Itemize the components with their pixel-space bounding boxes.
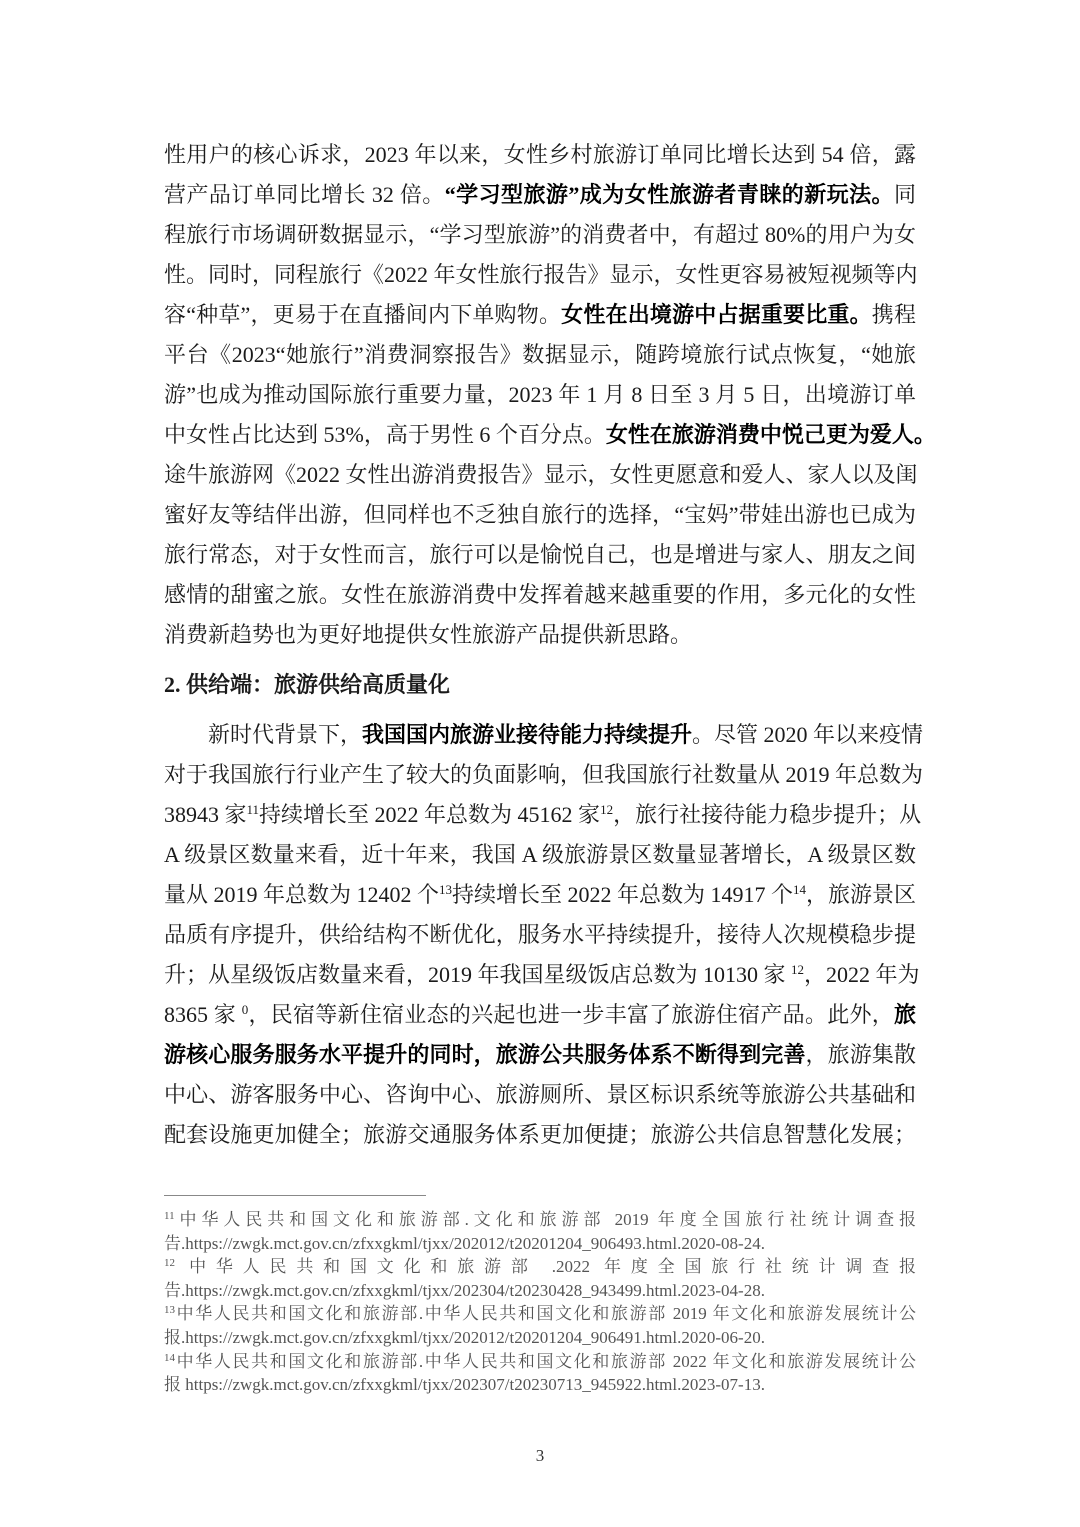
text-line (164, 915, 916, 955)
footnote-separator (164, 1195, 426, 1196)
text-run: 中华人民共和国文化和旅游部.中华人民共和国文化和旅游部 2019 年文化和旅游发展统计公 (175, 1304, 916, 1324)
footnote-line (164, 1279, 916, 1303)
footnote-reference: 13 (439, 882, 453, 897)
text-run: 蜜好友等结伴出游，但同样也不乏独自旅行的选择，“宝妈”带娃出游也已成为 (164, 502, 916, 527)
text-run: 8365 家 (164, 1002, 242, 1027)
text-line (164, 835, 916, 875)
text-run: 对于我国旅行行业产生了较大的负面影响，但我国旅行社数量从 2019 年总数为 (164, 762, 924, 787)
text-run: 消费新趋势也为更好地提供女性旅游产品提供新思路。 (164, 622, 693, 647)
text-line (164, 495, 916, 535)
text-run: 38943 家 (164, 802, 247, 827)
text-run: 容“种草”，更易于在直播间内下单购物。 (164, 302, 562, 327)
text-run: 报 https://zwgk.mct.gov.cn/zfxxgkml/tjxx/202307/t20230713_945922.html.2023-07-13. (164, 1375, 765, 1395)
text-line (164, 615, 916, 655)
text-line (164, 795, 922, 835)
text-line (164, 1075, 916, 1115)
text-run: 性用户的核心诉求，2023 年以来，女性乡村旅游订单同比增长达到 54 倍，露 (164, 142, 916, 167)
text-run: 性。同时，同程旅行《2022 年女性旅行报告》显示，女性更容易被短视频等内 (164, 262, 918, 287)
text-run: A 级景区数量来看，近十年来，我国 A 级旅游景区数量显著增长，A 级景区数 (164, 842, 916, 867)
text-run: 持续增长至 2022 年总数为 45162 家 (259, 802, 601, 827)
text-run: 游”也成为推动国际旅行重要力量，2023 年 1 月 8 日至 3 月 5 日，出境游订单 (164, 382, 916, 407)
text-line (164, 875, 916, 915)
footnote-line (164, 1373, 916, 1397)
footnote-reference: 14 (164, 1351, 175, 1364)
text-line (164, 995, 916, 1035)
footnote-line (164, 1350, 916, 1374)
text-line (164, 715, 924, 755)
text-line (164, 255, 916, 295)
text-run: 营产品订单同比增长 32 倍。 (164, 182, 445, 207)
text-run: 同 (893, 182, 916, 207)
text-run: 中女性占比达到 53%，高于男性 6 个百分点。 (164, 422, 606, 447)
text-line (164, 215, 916, 255)
text-run: 告.https://zwgk.mct.gov.cn/zfxxgkml/tjxx/202304/t20230428_943499.html.2023-04-28. (164, 1280, 765, 1300)
text-run: 告.https://zwgk.mct.gov.cn/zfxxgkml/tjxx/202012/t20201204_906493.html.2020-08-24. (164, 1233, 765, 1253)
text-line (164, 295, 916, 335)
text-line (164, 415, 936, 455)
text-line (164, 575, 916, 615)
footnote-line (164, 1232, 916, 1256)
text-run: 平台《2023“她旅行”消费洞察报告》数据显示，随跨境旅行试点恢复，“她旅 (164, 342, 916, 367)
text-run: 携程 (871, 302, 916, 327)
footnote-reference: 13 (164, 1304, 175, 1317)
text-run: 量从 2019 年总数为 12402 个 (164, 882, 440, 907)
footnote-reference: 11 (164, 1210, 175, 1222)
footnote-reference: 11 (246, 802, 260, 817)
text-run: 报.https://zwgk.mct.gov.cn/zfxxgkml/tjxx/202012/t20201204_906491.html.2020-06-20. (164, 1328, 765, 1347)
footnote-reference: 14 (793, 882, 807, 897)
bold-text: 女性在出境游中占据重要比重。 (561, 302, 872, 327)
bold-text: 我国国内旅游业接待能力持续提升 (362, 722, 693, 747)
text-run: ，旅游集散 (805, 1042, 916, 1067)
footnote-reference: 0 (241, 1002, 249, 1017)
text-run: 中心、游客服务中心、咨询中心、旅游厕所、景区标识系统等旅游公共基础和 (164, 1082, 916, 1107)
text-line (164, 1035, 916, 1075)
text-run: 中华人民共和国文化和旅游部.文化和旅游部 2019 年度全国旅行社统计调查报 (174, 1210, 916, 1229)
text-run: ，民宿等新住宿业态的兴起也进一步丰富了旅游住宿产品。此外， (248, 1002, 894, 1027)
text-run: ，2022 年为 (804, 962, 920, 987)
footnote-line (164, 1255, 916, 1279)
footnote-reference: 12 (164, 1257, 175, 1270)
text-run: 中华人民共和国文化和旅游部.中华人民共和国文化和旅游部 2022 年文化和旅游发展统计公 (175, 1351, 916, 1371)
footnote-reference: 12 (791, 962, 805, 977)
text-line (164, 375, 916, 415)
text-line (164, 335, 916, 375)
text-run: 持续增长至 2022 年总数为 14917 个 (452, 882, 794, 907)
text-run: 程旅行市场调研数据显示，“学习型旅游”的消费者中，有超过 80%的用户为女 (164, 222, 916, 247)
text-run: 途牛旅游网《2022 女性出游消费报告》显示，女性更愿意和爱人、家人以及闺 (164, 462, 918, 487)
section-heading: 2. 供给端：旅游供给高质量化 (164, 672, 451, 697)
text-line (164, 755, 924, 795)
footnote-reference: 12 (600, 802, 614, 817)
footnote-line (164, 1208, 916, 1232)
text-line (164, 135, 916, 175)
text-run: 旅行常态，对于女性而言，旅行可以是愉悦自己，也是增进与家人、朋友之间 (164, 542, 916, 567)
bold-text: “学习型旅游”成为女性旅游者青睐的新玩法。 (444, 182, 894, 207)
text-run: 中华人民共和国文化和旅游部 .2022 年度全国旅行社统计调查报 (175, 1257, 916, 1277)
text-run: 感情的甜蜜之旅。女性在旅游消费中发挥着越来越重要的作用，多元化的女性 (164, 582, 916, 607)
bold-text: 女性在旅游消费中悦己更为爱人。 (605, 422, 936, 447)
text-run: ，旅行社接待能力稳步提升；从 (613, 802, 922, 827)
footnote-line (164, 1326, 916, 1350)
bold-text: 游核心服务服务水平提升的同时，旅游公共服务体系不断得到完善 (164, 1042, 806, 1067)
text-line (164, 175, 916, 215)
text-line (164, 535, 916, 575)
text-run: 。尽管 2020 年以来疫情 (692, 722, 924, 747)
text-run: ，旅游景区 (806, 882, 917, 907)
text-run: 品质有序提升，供给结构不断优化，服务水平持续提升，接待人次规模稳步提 (164, 922, 916, 947)
text-line (164, 955, 920, 995)
text-line (164, 455, 916, 495)
text-run: 配套设施更加健全；旅游交通服务体系更加便捷；旅游公共信息智慧化发展； (164, 1122, 916, 1147)
text-line (164, 1115, 916, 1155)
text-run: 升；从星级饭店数量来看，2019 年我国星级饭店总数为 10130 家 (164, 962, 792, 987)
page-number: 3 (535, 1446, 545, 1465)
bold-text: 旅 (893, 1002, 916, 1027)
text-run: 新时代背景下， (208, 722, 363, 747)
footnote-line (164, 1302, 916, 1326)
